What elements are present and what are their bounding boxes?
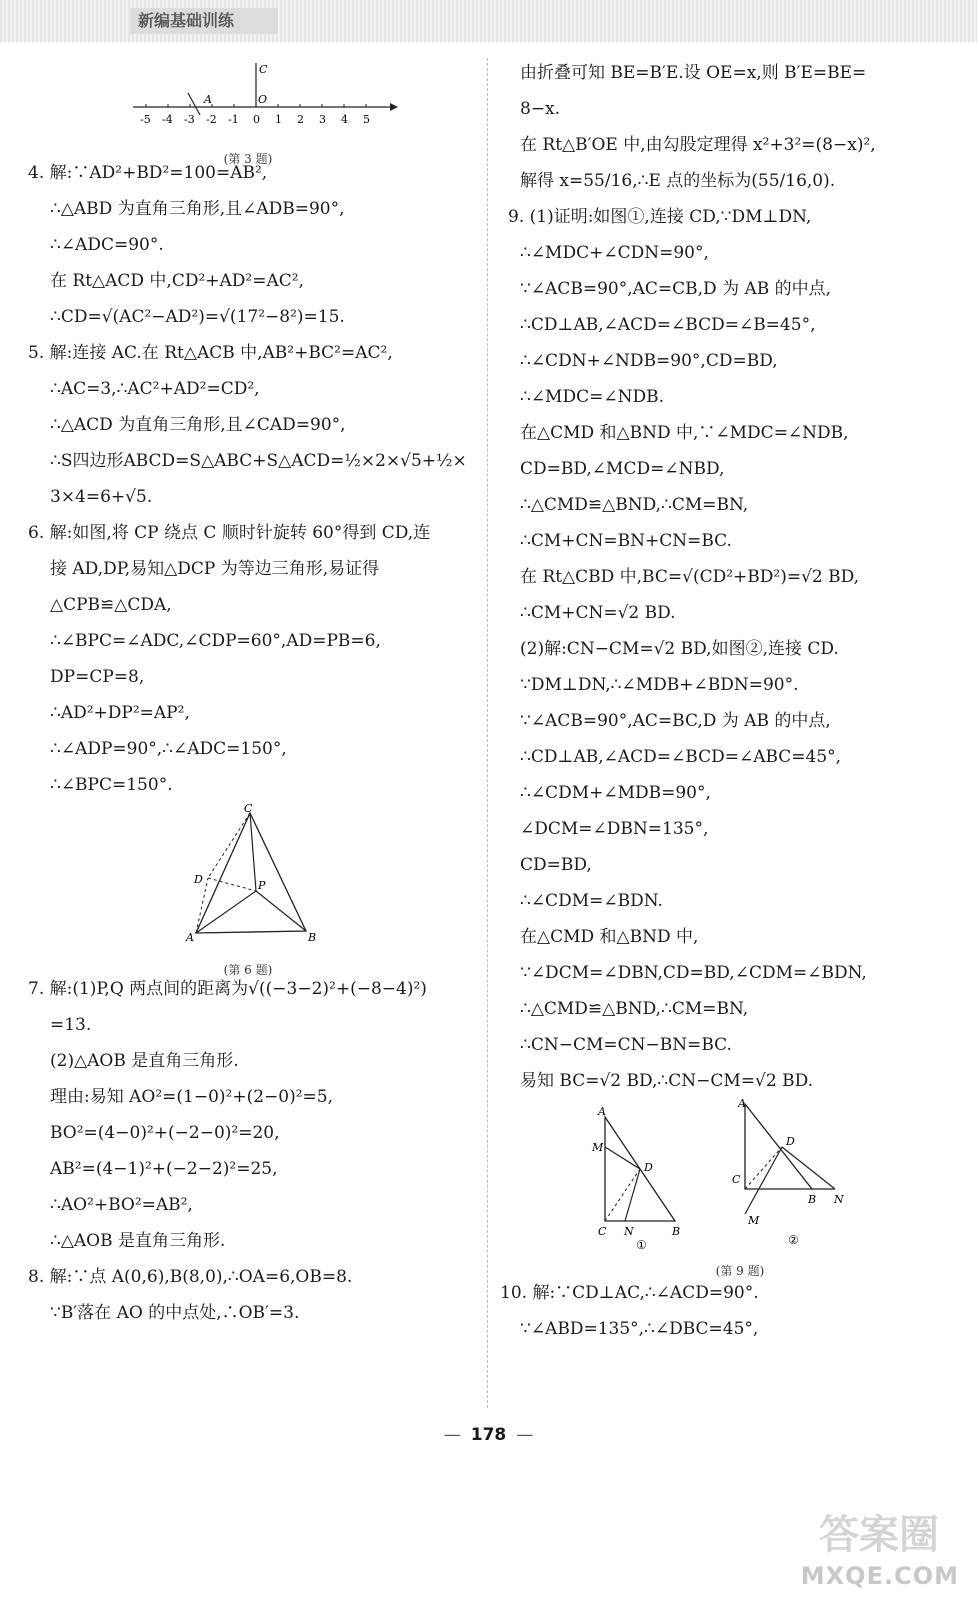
- text-line: ∵∠DCM=∠DBN,CD=BD,∠CDM=∠BDN,: [520, 963, 867, 983]
- text-line: ∴∠MDC+∠CDN=90°,: [520, 243, 709, 263]
- text-line: ∴∠CDM=∠BDN.: [520, 891, 663, 911]
- tick-label: 2: [297, 113, 304, 126]
- text-line: DP=CP=8,: [50, 667, 145, 687]
- figure-caption: (第 3 题): [223, 152, 273, 166]
- label-D: D: [786, 1135, 795, 1148]
- text-line: 解得 x=55/16,∴E 点的坐标为(55/16,0).: [520, 171, 836, 191]
- watermark-url: MXQE.COM: [800, 1562, 959, 1590]
- text-line: △CPB≌△CDA,: [50, 595, 172, 615]
- text-line: 4. 解:∵AD²+BD²=100=AB²,: [28, 163, 268, 183]
- figure-9: [520, 1099, 960, 1278]
- left-column: [28, 55, 468, 1331]
- text-line: ∴∠BPC=150°.: [50, 775, 173, 795]
- text-line: ∵DM⊥DN,∴∠MDB+∠BDN=90°.: [520, 675, 799, 695]
- text-line: ∴CM+CN=√2 BD.: [520, 603, 676, 623]
- figure-3: [28, 55, 468, 166]
- text-line: 8−x.: [520, 99, 561, 119]
- text-line: CD=BD,∠MCD=∠NBD,: [520, 459, 725, 479]
- figure-6: [28, 803, 468, 977]
- tick-label: -1: [228, 113, 239, 126]
- triangle-diagram: [28, 803, 468, 948]
- text-line: 10. 解:∵CD⊥AC,∴∠ACD=90°.: [500, 1283, 759, 1303]
- text-line: 在 Rt△B′OE 中,由勾股定理得 x²+3²=(8−x)²,: [520, 135, 876, 155]
- text-line: ∴△CMD≌△BND,∴CM=BN,: [520, 999, 749, 1019]
- text-line: ∴∠BPC=∠ADC,∠CDP=60°,AD=PB=6,: [50, 631, 381, 651]
- figure-caption: (第 9 题): [715, 1264, 765, 1278]
- text-line: AB²=(4−1)²+(−2−2)²=25,: [50, 1159, 278, 1179]
- tick-label: 0: [253, 113, 260, 126]
- text-line: 接 AD,DP,易知△DCP 为等边三角形,易证得: [50, 559, 380, 579]
- right-column: [500, 55, 960, 1347]
- tick-label: 5: [363, 113, 370, 126]
- text-line: 3×4=6+√5.: [50, 487, 153, 507]
- label-O: O: [258, 93, 268, 106]
- label-A: A: [738, 1099, 746, 1110]
- text-line: ∴CM+CN=BN+CN=BC.: [520, 531, 732, 551]
- figure-9-diagrams: [520, 1099, 960, 1249]
- text-line: ∴∠MDC=∠NDB.: [520, 387, 664, 407]
- text-line: 易知 BC=√2 BD,∴CN−CM=√2 BD.: [520, 1071, 814, 1091]
- tick-label: 4: [341, 113, 348, 126]
- text-line: ∴△ABD 为直角三角形,且∠ADB=90°,: [50, 199, 345, 219]
- diagram-1-label: ①: [636, 1238, 647, 1249]
- text-line: ∴S四边形ABCD=S△ABC+S△ACD=½×2×√5+½×: [50, 451, 467, 471]
- text-line: 7. 解:(1)P,Q 两点间的距离为√((−3−2)²+(−8−4)²): [28, 979, 427, 999]
- label-C: C: [732, 1173, 741, 1186]
- text-line: 在 Rt△ACD 中,CD²+AD²=AC²,: [50, 271, 304, 291]
- diagram-2: [732, 1099, 844, 1247]
- tick-label: -4: [162, 113, 173, 126]
- text-line: ∴CD=√(AC²−AD²)=√(17²−8²)=15.: [50, 307, 345, 327]
- text-line: ∴∠ADP=90°,∴∠ADC=150°,: [50, 739, 287, 759]
- text-line: ∴AD²+DP²=AP²,: [50, 703, 190, 723]
- text-line: 6. 解:如图,将 CP 绕点 C 顺时针旋转 60°得到 CD,连: [28, 523, 431, 543]
- text-line: ∴AC=3,∴AC²+AD²=CD²,: [50, 379, 260, 399]
- text-line: 在 Rt△CBD 中,BC=√(CD²+BD²)=√2 BD,: [520, 567, 860, 587]
- text-line: =13.: [50, 1015, 92, 1035]
- text-line: (2)解:CN−CM=√2 BD,如图②,连接 CD.: [520, 639, 839, 659]
- text-line: 9. (1)证明:如图①,连接 CD,∵DM⊥DN,: [508, 207, 812, 227]
- text-line: ∠DCM=∠DBN=135°,: [520, 819, 709, 839]
- text-line: ∵∠ACB=90°,AC=BC,D 为 AB 的中点,: [520, 711, 831, 731]
- watermark: [769, 1510, 959, 1590]
- text-line: ∵∠ABD=135°,∴∠DBC=45°,: [520, 1319, 759, 1339]
- label-A: A: [204, 93, 212, 106]
- label-P: P: [258, 879, 266, 892]
- label-N: N: [834, 1193, 844, 1206]
- text-line: 在△CMD 和△BND 中,∵∠MDC=∠NDB,: [520, 423, 849, 443]
- text-line: (2)△AOB 是直角三角形.: [50, 1051, 239, 1071]
- header-title: 新编基础训练: [130, 8, 278, 34]
- label-D: D: [644, 1161, 653, 1174]
- label-C: C: [598, 1225, 607, 1238]
- text-line: ∴CD⊥AB,∠ACD=∠BCD=∠B=45°,: [520, 315, 816, 335]
- number-line-diagram: [28, 55, 468, 137]
- label-B: B: [308, 931, 317, 944]
- text-line: ∴∠CDM+∠MDB=90°,: [520, 783, 711, 803]
- text-line: ∵B′落在 AO 的中点处,∴OB′=3.: [50, 1303, 300, 1323]
- text-line: ∴△AOB 是直角三角形.: [50, 1231, 226, 1251]
- text-line: ∴CD⊥AB,∠ACD=∠BCD=∠ABC=45°,: [520, 747, 842, 767]
- tick-label: 1: [275, 113, 282, 126]
- tick-label: -2: [206, 113, 217, 126]
- watermark-logo: 答案圈: [819, 1511, 939, 1558]
- text-line: 理由:易知 AO²=(1−0)²+(2−0)²=5,: [50, 1087, 334, 1107]
- column-divider: [487, 58, 488, 1408]
- text-line: 8. 解:∵点 A(0,6),B(8,0),∴OA=6,OB=8.: [28, 1267, 353, 1287]
- figure-caption: (第 6 题): [223, 963, 273, 977]
- text-line: ∴△CMD≌△BND,∴CM=BN,: [520, 495, 749, 515]
- label-M: M: [748, 1214, 760, 1227]
- label-C: C: [259, 63, 268, 76]
- label-B: B: [808, 1193, 817, 1206]
- label-A: A: [598, 1105, 606, 1118]
- text-line: ∴CN−CM=CN−BN=BC.: [520, 1035, 732, 1055]
- page-number-value: 178: [470, 1425, 507, 1445]
- text-line: 5. 解:连接 AC.在 Rt△ACB 中,AB²+BC²=AC²,: [28, 343, 393, 363]
- text-line: CD=BD,: [520, 855, 592, 875]
- text-line: ∴∠CDN+∠NDB=90°,CD=BD,: [520, 351, 778, 371]
- header-strip: [0, 0, 977, 42]
- text-line: ∴∠ADC=90°.: [50, 235, 164, 255]
- text-line: 在△CMD 和△BND 中,: [520, 927, 699, 947]
- label-D: D: [194, 873, 203, 886]
- tick-label: -5: [140, 113, 151, 126]
- diagram-1: [591, 1105, 680, 1249]
- page-number: — 178 —: [443, 1425, 534, 1445]
- label-B: B: [672, 1225, 681, 1238]
- label-M: M: [592, 1141, 604, 1154]
- text-line: ∴AO²+BO²=AB²,: [50, 1195, 193, 1215]
- text-line: ∵∠ACB=90°,AC=CB,D 为 AB 的中点,: [520, 279, 832, 299]
- tick-label: -3: [184, 113, 195, 126]
- label-A: A: [186, 931, 194, 944]
- diagram-2-label: ②: [788, 1233, 799, 1247]
- label-C: C: [244, 803, 253, 815]
- label-N: N: [624, 1225, 634, 1238]
- text-line: BO²=(4−0)²+(−2−0)²=20,: [50, 1123, 280, 1143]
- text-line: 由折叠可知 BE=B′E.设 OE=x,则 B′E=BE=: [520, 63, 867, 83]
- text-line: ∴△ACD 为直角三角形,且∠CAD=90°,: [50, 415, 346, 435]
- tick-label: 3: [319, 113, 326, 126]
